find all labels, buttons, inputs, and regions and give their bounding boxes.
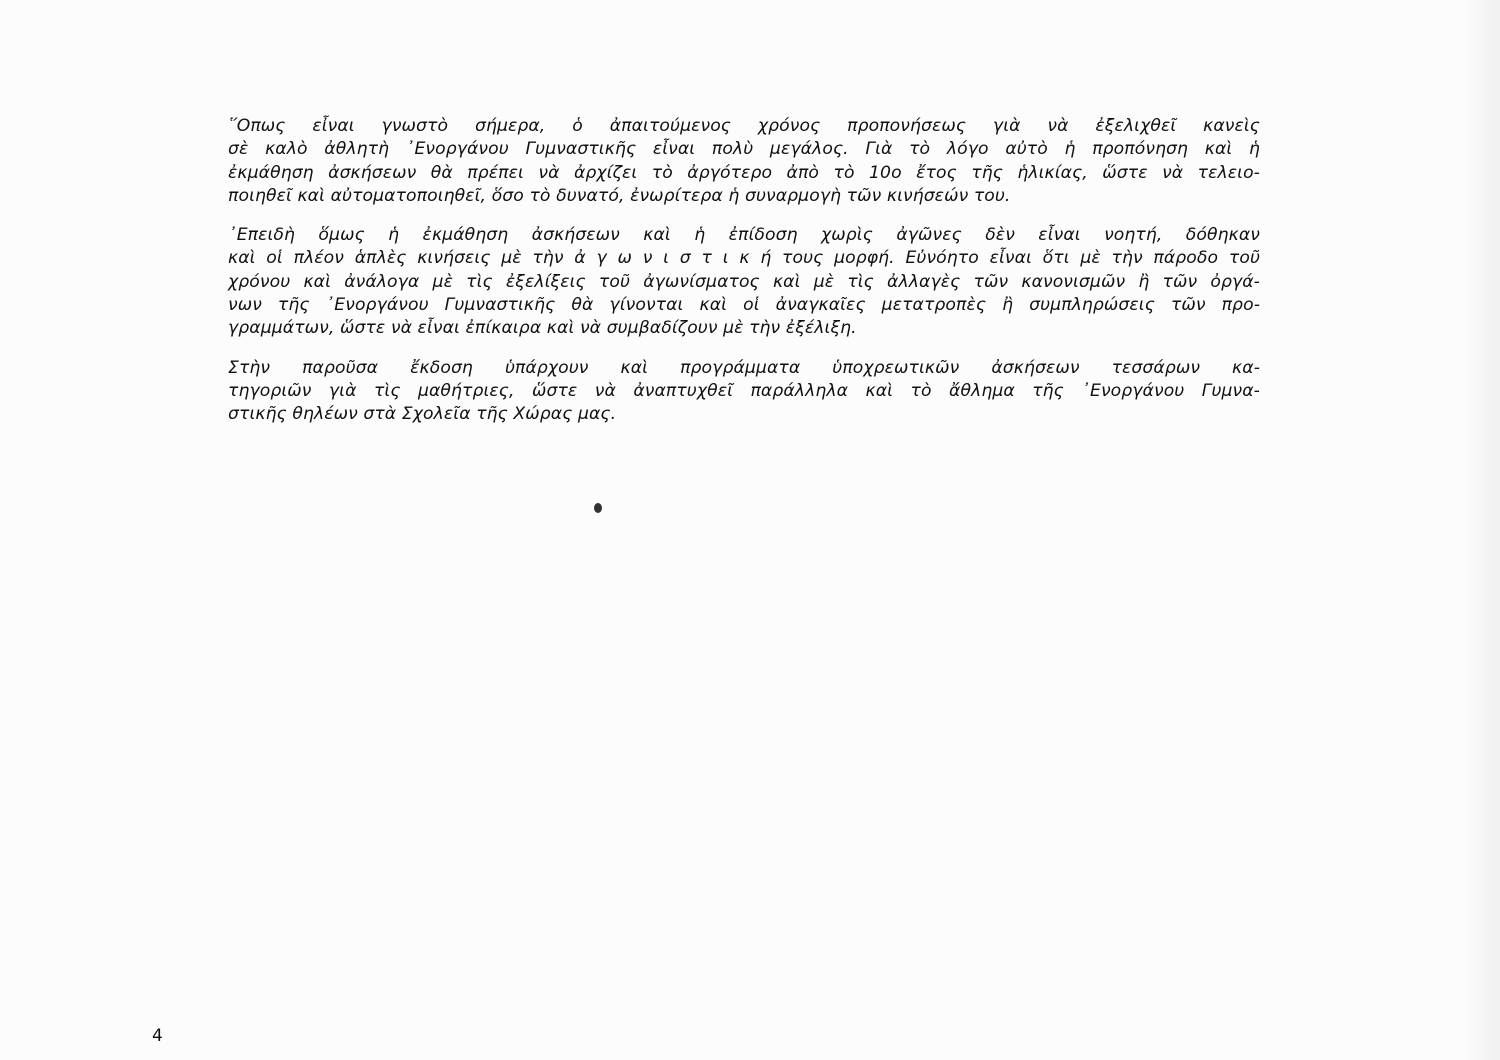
text-line: στικῆς θηλέων στὰ Σχολεῖα τῆς Χώρας μας. (228, 404, 617, 425)
paragraph (228, 357, 1260, 427)
text-line: ἐκμάθηση ἀσκήσεων θὰ πρέπει νὰ ἀρχίζει τὸ ἀργότερο ἀπὸ τὸ 10ο ἔτος τῆς ἡλικίας, ὥστε νὰ τελειο- (228, 162, 1260, 183)
text-line: Στὴν παροῦσα ἔκδοση ὑπάρχουν καὶ προγράμματα ὑποχρεωτικῶν ἀσκήσεων τεσσάρων κα- (228, 357, 1260, 378)
text-line: γραμμάτων, ὥστε νὰ εἶναι ἐπίκαιρα καὶ νὰ συμβαδίζουν μὲ τὴν ἐξέλιξη. (228, 318, 857, 339)
text-line: ᾿Επειδὴ ὅμως ἡ ἐκμάθηση ἀσκήσεων καὶ ἡ ἐπίδοση χωρὶς ἀγῶνες δὲν εἶναι νοητή, δόθηκαν (228, 225, 1260, 246)
text-line: ποιηθεῖ καὶ αὐτοματοποιηθεῖ, ὅσο τὸ δυνατό, ἐνωρίτερα ἡ συναρμογὴ τῶν κινήσεών του. (228, 185, 1011, 206)
page-edge-shadow (1464, 0, 1500, 1060)
text-line: σὲ καλὸ ἀθλητὴ ᾿Ενοργάνου Γυμναστικῆς εἶναι πολὺ μεγάλος. Γιὰ τὸ λόγο αὐτὸ ἡ προπόνηση καὶ ἡ (228, 139, 1260, 160)
paragraph (228, 115, 1260, 208)
ink-spot (594, 503, 602, 513)
text-line: καὶ οἱ πλέον ἁπλὲς κινήσεις μὲ τὴν ἀ γ ω ν ι σ τ ι κ ή τους μορφή. Εὐνόητο εἶναι ὅτι μὲ τὴν πάροδο τοῦ (228, 248, 1260, 269)
text-line: χρόνου καὶ ἀνάλογα μὲ τὶς ἐξελίξεις τοῦ ἀγωνίσματος καὶ μὲ τὶς ἀλλαγὲς τῶν κανονισμῶν ἢ τῶν ὀργά- (228, 271, 1260, 292)
page-number: 4 (152, 1026, 163, 1046)
text-line: τηγοριῶν γιὰ τὶς μαθήτριες, ὥστε νὰ ἀναπτυχθεῖ παράλληλα καὶ τὸ ἄθλημα τῆς ᾿Ενοργάνου Γυμνα- (228, 380, 1260, 401)
text-line: ῞Οπως εἶναι γνωστὸ σήμερα, ὁ ἀπαιτούμενος χρόνος προπονήσεως γιὰ νὰ ἐξελιχθεῖ κανεὶς (228, 116, 1260, 136)
text-line: νων τῆς ᾿Ενοργάνου Γυμναστικῆς θὰ γίνονται καὶ οἱ ἀναγκαῖες μετατροπὲς ἢ συμπληρώσεις τῶν προ- (228, 295, 1260, 316)
body-text (228, 115, 1260, 443)
paragraph (228, 224, 1260, 340)
